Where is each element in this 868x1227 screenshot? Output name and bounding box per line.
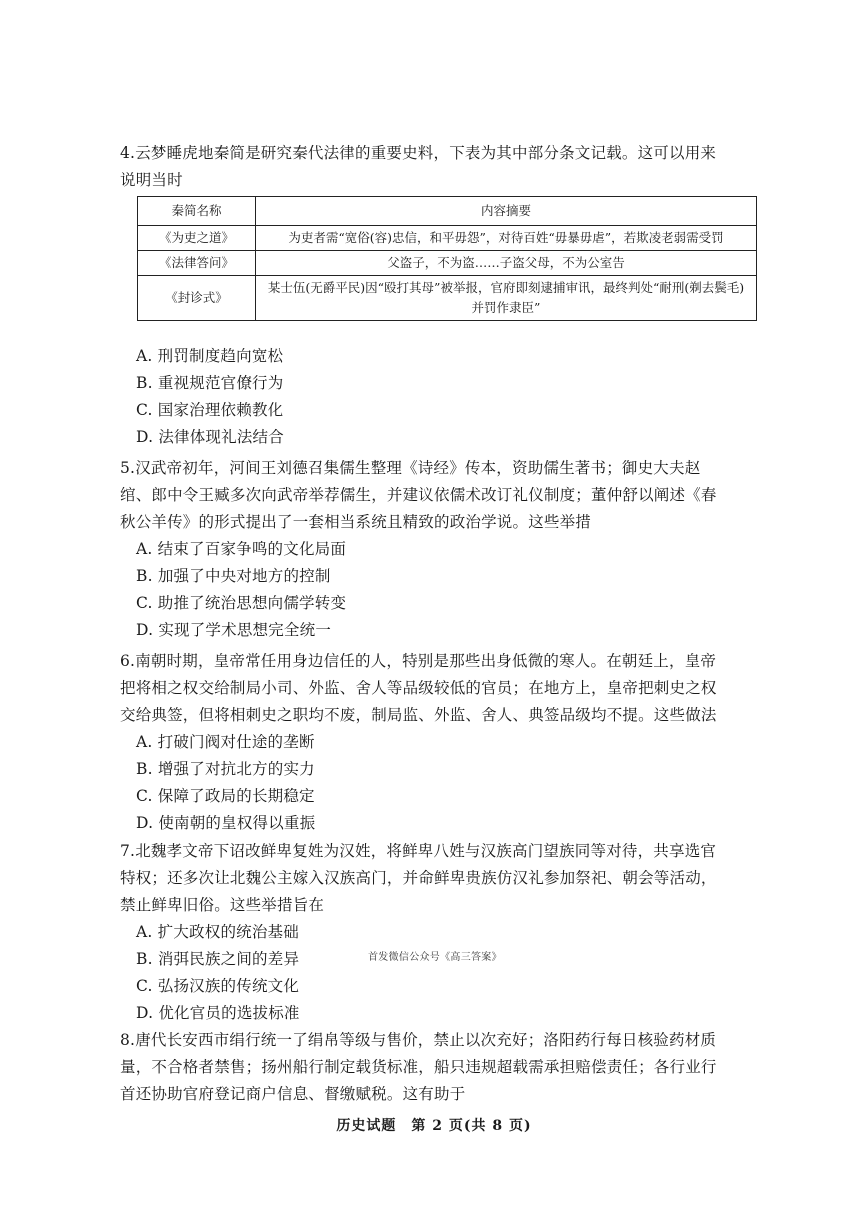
question-8-stem: 8.唐代长安西市绢行统一了绢帛等级与售价，禁止以次充好；洛阳药行每日核验药材质量，不合格者禁售；扬州船行制定载货标准，船只违规超载需承担赔偿责任；各行业行首还协助官府登记商户信息、督缴赋税。这有助于 [120, 1031, 717, 1103]
question-4 [120, 140, 730, 194]
table-header-row [138, 197, 757, 226]
option-c[interactable]: C. 助推了统治思想向儒学转变 [136, 594, 347, 612]
table-cell-content: 某士伍(无爵平民)因“殴打其母”被举报，官府即刻逮捕审讯，最终判处“耐刑(剃去鬓毛)并罚作隶臣” [256, 276, 757, 321]
option-d[interactable]: D. 优化官员的选拔标准 [136, 1004, 300, 1022]
option-d[interactable]: D. 实现了学术思想完全统一 [136, 621, 332, 639]
question-5 [120, 455, 730, 644]
option-c[interactable]: C. 保障了政局的长期稳定 [136, 787, 315, 805]
option-d[interactable]: D. 法律体现礼法结合 [136, 428, 284, 446]
question-6-stem: 6.南朝时期，皇帝常任用身边信任的人，特别是那些出身低微的寒人。在朝廷上，皇帝把将相之权交给制局小司、外监、舍人等品级较低的官员；在地方上，皇帝把刺史之权交给典签，但将相刺史之职均不废，制局监、外监、舍人、典签品级均不提。这些做法 [120, 652, 717, 724]
question-4-options [120, 343, 730, 451]
table-row [138, 226, 757, 251]
option-a[interactable]: A. 结束了百家争鸣的文化局面 [136, 540, 347, 558]
question-5-stem: 5.汉武帝初年，河间王刘德召集儒生整理《诗经》传本，资助儒生著书；御史大夫赵绾、郎中令王臧多次向武帝举荐儒生，并建议依儒术改订礼仪制度；董仲舒以阐述《春秋公羊传》的形式提出了一套相当系统且精致的政治学说。这些举措 [120, 459, 717, 531]
question-4-stem: 4.云梦睡虎地秦简是研究秦代法律的重要史料，下表为其中部分条文记载。这可以用来说明当时 [120, 144, 717, 189]
option-d[interactable]: D. 使南朝的皇权得以重振 [136, 814, 316, 832]
option-a[interactable]: A. 打破门阀对仕途的垄断 [136, 733, 315, 751]
watermark-text: 首发微信公众号《高三答案》 [368, 952, 502, 963]
option-b[interactable]: B. 加强了中央对地方的控制 [136, 567, 331, 585]
table-row [138, 251, 757, 276]
table-header-name: 秦简名称 [138, 197, 256, 226]
table-header-content: 内容摘要 [256, 197, 757, 226]
option-b[interactable]: B. 消弭民族之间的差异 [136, 950, 300, 968]
table-cell-name: 《为吏之道》 [138, 226, 256, 251]
option-b[interactable]: B. 增强了对抗北方的实力 [136, 760, 315, 778]
question-7 [120, 838, 730, 1027]
question-6 [120, 648, 730, 837]
page-footer: 历史试题 第 2 页(共 8 页) [336, 1118, 532, 1134]
table-cell-content: 为吏者需“宽俗(容)忠信，和平毋怨”，对待百姓“毋暴毋虐”，若欺凌老弱需受罚 [256, 226, 757, 251]
option-b[interactable]: B. 重视规范官僚行为 [136, 374, 284, 392]
table-cell-content: 父盗子，不为盗……子盗父母，不为公室告 [256, 251, 757, 276]
option-c[interactable]: C. 国家治理依赖教化 [136, 401, 284, 419]
table-cell-name: 《法律答问》 [138, 251, 256, 276]
question-4-table [137, 196, 757, 321]
question-7-stem: 7.北魏孝文帝下诏改鲜卑复姓为汉姓，将鲜卑八姓与汉族高门望族同等对待，共享选官特权；还多次让北魏公主嫁入汉族高门，并命鲜卑贵族仿汉礼参加祭祀、朝会等活动，禁止鲜卑旧俗。这些举措旨在 [120, 842, 717, 914]
table-cell-name: 《封诊式》 [138, 276, 256, 321]
question-8 [120, 1027, 730, 1108]
option-c[interactable]: C. 弘扬汉族的传统文化 [136, 977, 300, 995]
table-row [138, 276, 757, 321]
option-a[interactable]: A. 刑罚制度趋向宽松 [136, 347, 284, 365]
option-a[interactable]: A. 扩大政权的统治基础 [136, 923, 299, 941]
